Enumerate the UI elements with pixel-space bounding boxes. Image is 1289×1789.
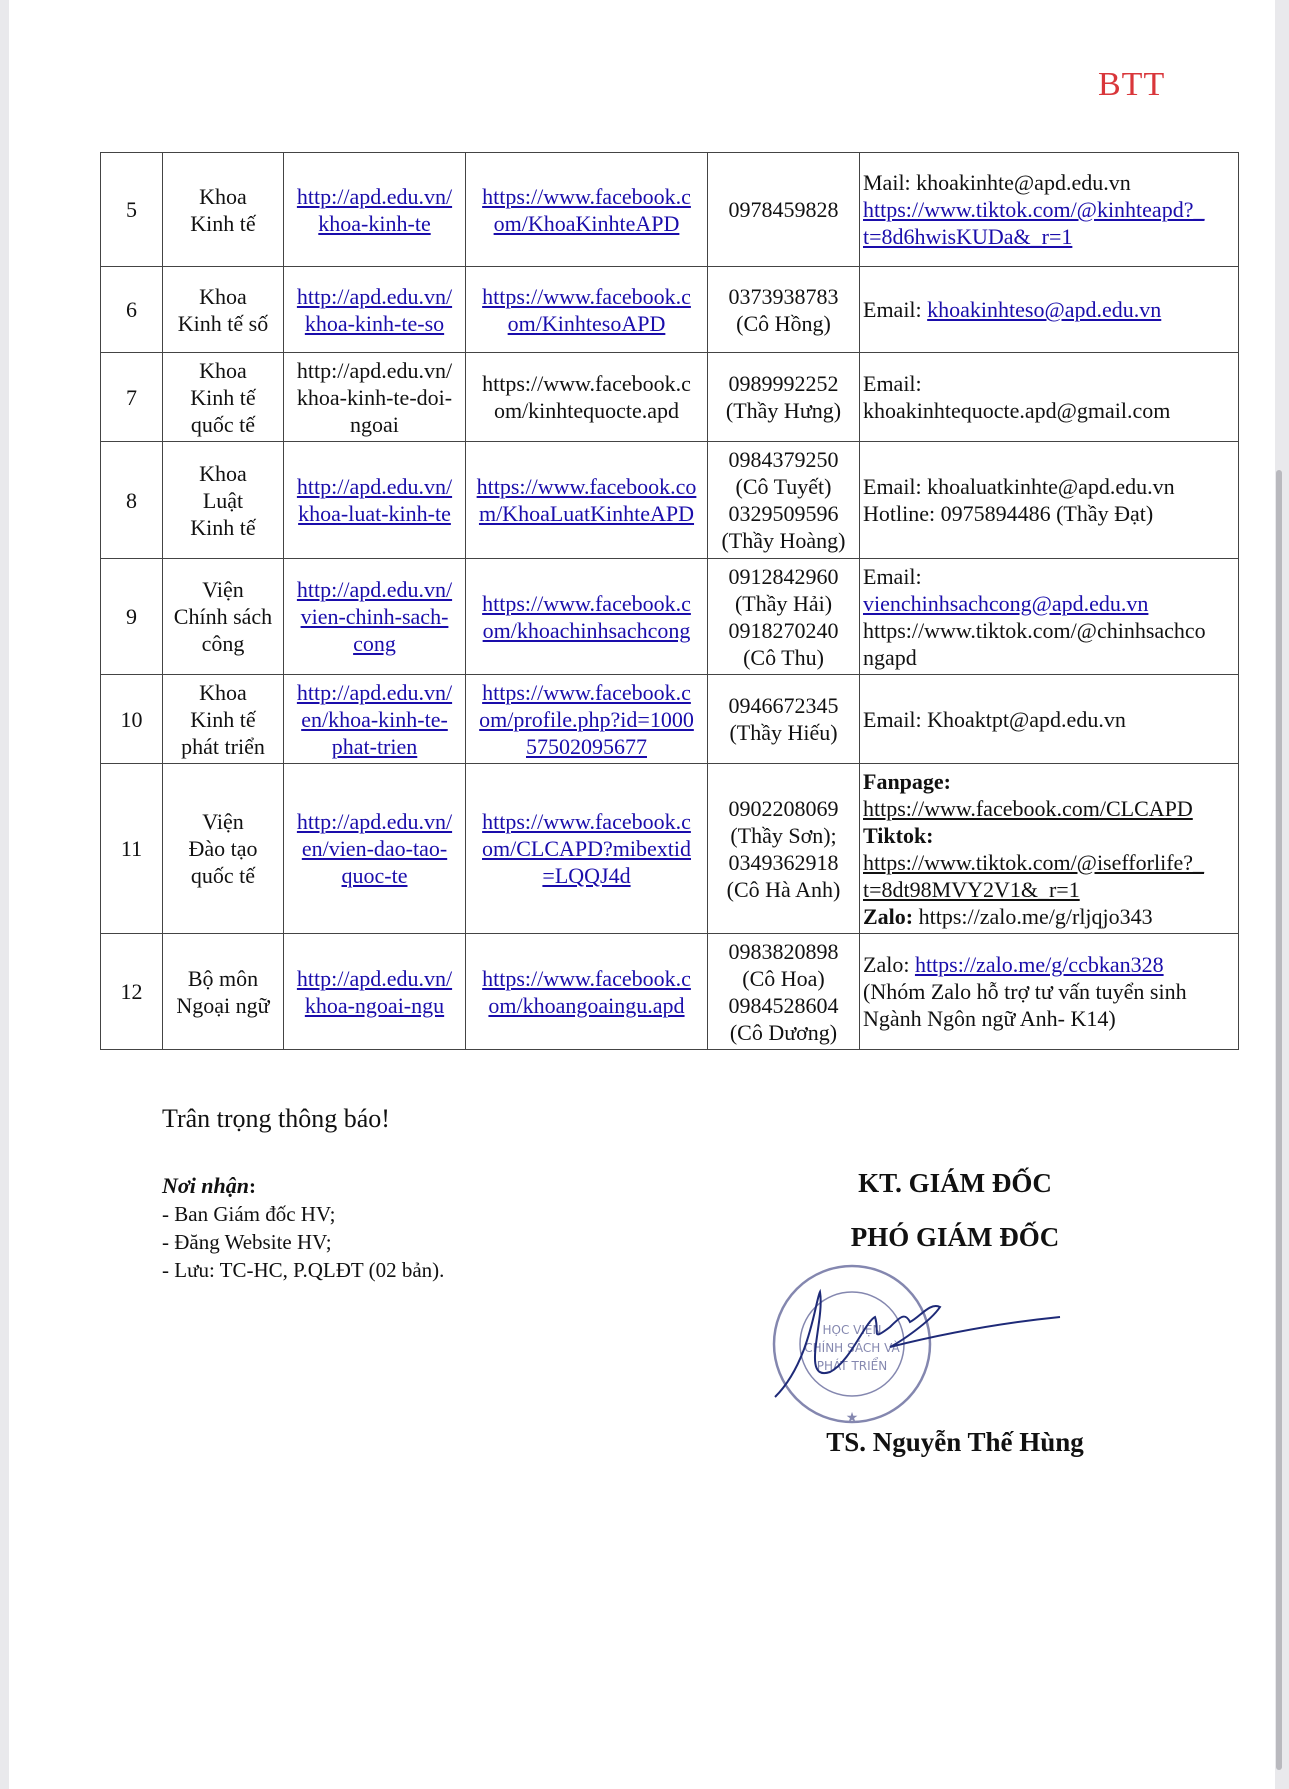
cell-website [284,267,466,353]
cell-unit [163,559,284,675]
cell-website-link[interactable]: khoa-ngoai-ngu [304,992,445,1018]
contact-line [863,223,1235,250]
cell-website [284,764,466,934]
contact-line [863,196,1235,223]
cell-phone [708,675,860,764]
cell-number: 9 [101,559,163,675]
contact-line [863,849,1235,876]
recipients-title: Nơi nhận [162,1173,250,1198]
cell-unit-text: Kinh tế [190,384,256,410]
cell-unit [163,934,284,1050]
cell-phone-text: (Cô Thu) [743,644,824,670]
contact-text: Hotline: 0975894486 (Thầy Đạt) [863,501,1154,526]
svg-text:PHÁT TRIỂN: PHÁT TRIỂN [816,1359,888,1373]
cell-facebook-link[interactable]: https://www.facebook.c [482,965,691,991]
cell-facebook-link[interactable]: https://www.facebook.c [482,809,691,834]
table-row [101,559,1239,675]
cell-phone-text: 0912842960 [728,563,839,589]
contact-line [863,296,1235,323]
cell-number: 6 [101,267,163,353]
contact-line [863,563,1235,590]
cell-phone [708,559,860,675]
table-row [101,153,1239,267]
cell-contact [860,153,1239,267]
cell-unit-text: Chính sách [173,604,273,629]
contact-text: ngapd [863,644,917,670]
cell-website [284,353,466,442]
cell-facebook-link[interactable]: https://www.facebook.c [482,183,691,209]
cell-facebook [466,559,708,675]
contact-line [863,473,1235,500]
cell-website-link[interactable]: vien-chinh-sach- [300,604,449,629]
contact-line [863,978,1235,1005]
contact-line [863,822,1235,849]
recipient-item: - Đăng Website HV; [162,1230,332,1254]
cell-unit [163,267,284,353]
cell-unit-text: Viện [202,577,244,602]
contact-text: Email: khoaluatkinhte@apd.edu.vn [863,474,1175,499]
cell-number: 7 [101,353,163,442]
cell-unit-text: Kinh tế [190,514,256,540]
cell-contact [860,675,1239,764]
contact-text: khoakinhtequocte.apd@gmail.com [863,398,1171,423]
contact-link[interactable]: khoakinhteso@apd.edu.vn [927,297,1162,322]
cell-facebook [466,153,708,267]
cell-unit-text: phát triển [181,733,265,759]
recipient-item: - Ban Giám đốc HV; [162,1202,336,1226]
contact-text: Email: [863,297,928,322]
cell-website-link[interactable]: khoa-kinh-te [318,210,431,236]
cell-phone-text: (Thầy Sơn); [730,822,837,848]
contact-line [863,903,1235,930]
cell-phone [708,934,860,1050]
cell-phone [708,267,860,353]
cell-unit-text: Viện [202,809,244,834]
cell-unit-text: Kinh tế [190,706,256,732]
cell-number: 8 [101,442,163,559]
cell-phone-text: (Cô Dương) [729,1019,838,1045]
recipient-item: - Lưu: TC-HC, P.QLĐT (02 bản). [162,1258,445,1282]
cell-facebook [466,675,708,764]
table-row [101,267,1239,353]
cell-unit-text: quốc tế [190,411,256,437]
cell-phone-text: (Cô Tuyết) [735,474,832,499]
cell-contact [860,353,1239,442]
cell-facebook-link[interactable]: https://www.facebook.c [482,679,691,705]
closing-text: Trân trọng thông báo! [162,1104,390,1133]
cell-phone-text: 0902208069 [728,795,839,821]
cell-unit-text: Khoa [199,460,247,486]
cell-phone-text: 0984528604 [728,992,839,1018]
cell-unit-text: công [201,631,245,656]
cell-unit [163,153,284,267]
cell-website [284,675,466,764]
cell-unit-text: Kinh tế số [177,310,269,336]
cell-unit [163,442,284,559]
cell-website-link[interactable]: en/khoa-kinh-te- [301,706,448,732]
contact-text: (Nhóm Zalo hỗ trợ tư vấn tuyển sinh [863,979,1187,1004]
cell-facebook-link[interactable]: om/khoangoaingu.apd [488,992,685,1018]
cell-phone-text: (Cô Hoa) [742,965,825,991]
cell-contact [860,934,1239,1050]
cell-phone-text: 0983820898 [728,938,839,964]
cell-website [284,153,466,267]
cell-facebook [466,353,708,442]
cell-website-link[interactable]: http://apd.edu.vn/ [296,183,453,209]
cell-phone-text: (Thầy Hiếu) [729,720,838,745]
cell-website-link[interactable]: http://apd.edu.vn/ [296,809,453,834]
cell-website-link[interactable]: en/vien-dao-tao- [301,836,448,861]
cell-contact [860,442,1239,559]
cell-website-link[interactable]: quoc-te [341,863,408,888]
cell-phone [708,153,860,267]
contact-link[interactable]: vienchinhsachcong@apd.edu.vn [863,590,1149,616]
svg-text:HỌC VIỆN: HỌC VIỆN [822,1323,882,1337]
contact-link[interactable]: https://www.tiktok.com/@kinhteapd?_ [863,197,1205,222]
cell-website-text: ngoai [350,411,399,437]
signer-title-2: PHÓ GIÁM ĐỐC [850,1222,1060,1252]
cell-facebook-link[interactable]: om/KhoaKinhteAPD [493,210,680,236]
cell-phone [708,764,860,934]
cell-facebook-link[interactable]: om/profile.php?id=1000 [479,706,694,732]
cell-contact [860,764,1239,934]
official-stamp-signature [770,1262,1070,1432]
contact-line [863,951,1235,978]
contact-text: Zalo: [863,952,915,977]
cell-contact [860,559,1239,675]
cell-website-link[interactable]: http://apd.edu.vn/ [296,577,453,602]
cell-facebook-link[interactable]: m/KhoaLuatKinhteAPD [478,501,695,526]
contact-table [100,152,1239,1050]
cell-phone-text: 0989992252 [728,371,839,396]
contact-line [863,876,1235,903]
cell-number: 12 [101,934,163,1050]
contact-text: Mail: khoakinhte@apd.edu.vn [863,170,1131,195]
cell-website-link[interactable]: phat-trien [331,733,418,759]
cell-unit-text: Khoa [199,283,247,309]
cell-facebook-link[interactable]: =LQQJ4d [542,863,631,888]
cell-facebook-link[interactable]: om/KinhtesoAPD [507,310,666,336]
table-row [101,934,1239,1050]
contact-line [863,617,1235,644]
cell-website [284,442,466,559]
cell-unit [163,353,284,442]
contact-line [863,370,1235,397]
cell-phone-text: (Thầy Hưng) [725,398,842,423]
cell-website-link[interactable]: http://apd.edu.vn/ [296,474,453,499]
cell-facebook [466,442,708,559]
cell-unit-text: Kinh tế [190,210,256,236]
contact-link[interactable]: https://www.tiktok.com/@isefforlife?_ [863,849,1205,875]
cell-phone-text: 0373938783 [728,283,839,309]
cell-phone-text: 0349362918 [728,849,839,875]
contact-line [863,397,1235,424]
table-row [101,353,1239,442]
cell-facebook-link[interactable]: om/khoachinhsachcong [482,617,691,643]
svg-text:CHÍNH SÁCH VÀ: CHÍNH SÁCH VÀ [804,1341,900,1355]
contact-line [863,590,1235,617]
cell-phone-text: (Cô Hồng) [736,310,831,336]
contact-line [863,169,1235,196]
cell-facebook [466,764,708,934]
signer-name: TS. Nguyễn Thế Hùng [826,1427,1084,1457]
contact-line [863,1005,1235,1032]
recipients: Nơi nhận: - Ban Giám đốc HV; - Đăng Website HV; - Lưu: TC-HC, P.QLĐT (02 bản). [162,1173,445,1282]
cell-phone-text: 0946672345 [728,693,839,718]
cell-facebook [466,267,708,353]
contact-line [863,795,1235,822]
cell-unit [163,675,284,764]
cell-unit-text: Luật [202,487,244,513]
table-row [101,675,1239,764]
cell-unit-text: Bộ môn [187,965,259,991]
contact-text: https://zalo.me/g/rljqjo343 [918,903,1153,929]
cell-facebook-text: om/kinhtequocte.apd [493,398,680,423]
cell-phone-text: 0984379250 [728,447,839,472]
contact-line [863,500,1235,527]
cell-phone-text: 0918270240 [728,617,839,643]
cell-unit-text: quốc tế [190,863,256,888]
signer-title-1: KT. GIÁM ĐỐC [858,1168,1052,1198]
contact-label: Fanpage: [863,768,951,794]
cell-facebook-link[interactable]: https://www.facebook.co [476,474,697,499]
cell-facebook-link[interactable]: om/CLCAPD?mibextid [482,836,691,861]
cell-unit-text: Ngoại ngữ [176,992,270,1018]
contact-label: Zalo: [863,903,919,929]
cell-unit-text: Khoa [199,357,247,383]
cell-website-link[interactable]: cong [353,631,396,656]
contact-line [863,706,1235,733]
cell-website [284,934,466,1050]
cell-phone [708,353,860,442]
cell-unit-text: Khoa [199,183,247,209]
contact-label: Tiktok: [863,822,934,848]
cell-number: 11 [101,764,163,934]
cell-website-link[interactable]: http://apd.edu.vn/ [296,965,453,991]
cell-phone-text: (Cô Hà Anh) [726,876,841,902]
cell-website-link[interactable]: khoa-luat-kinh-te [298,501,451,526]
cell-website-link[interactable]: khoa-kinh-te-so [304,310,445,336]
cell-facebook-link[interactable]: 57502095677 [526,733,647,759]
cell-phone [708,442,860,559]
contact-text: Ngành Ngôn ngữ Anh- K14) [863,1006,1116,1031]
contact-text: Email: Khoaktpt@apd.edu.vn [863,706,1126,732]
table-row [101,764,1239,934]
cell-website [284,559,466,675]
cell-facebook-text: https://www.facebook.c [482,371,691,396]
cell-unit-text: Đào tạo [188,836,258,861]
stamp-seal [774,1266,930,1426]
cell-contact [860,267,1239,353]
contact-link[interactable]: t=8dt98MVY2V1&_r=1 [863,876,1080,902]
cell-facebook [466,934,708,1050]
contact-link[interactable]: t=8d6hwisKUDa&_r=1 [863,224,1073,249]
cell-unit-text: Khoa [199,679,247,705]
cell-website-link[interactable]: http://apd.edu.vn/ [296,283,453,309]
cell-facebook-link[interactable]: https://www.facebook.c [482,283,691,309]
cell-facebook-link[interactable]: https://www.facebook.c [482,590,691,616]
contact-link[interactable]: https://www.facebook.com/CLCAPD [863,795,1193,821]
cell-phone-text: (Thầy Hoàng) [721,528,846,553]
contact-text: Email: [863,371,922,396]
contact-line [863,768,1235,795]
contact-link[interactable]: https://zalo.me/g/ccbkan328 [914,952,1164,977]
contact-text: https://www.tiktok.com/@chinhsachco [863,617,1206,643]
cell-phone-text: (Thầy Hải) [734,590,833,616]
scrollbar[interactable] [1276,470,1282,1770]
cell-website-text: http://apd.edu.vn/ [296,357,453,383]
header-mark: BTT [1098,66,1166,103]
cell-number: 10 [101,675,163,764]
svg-text:★: ★ [845,1411,859,1426]
cell-number: 5 [101,153,163,267]
cell-website-link[interactable]: http://apd.edu.vn/ [296,679,453,705]
table-row [101,442,1239,559]
cell-unit [163,764,284,934]
contact-line [863,644,1235,671]
cell-website-text: khoa-kinh-te-doi- [296,384,453,410]
cell-phone-text: 0978459828 [728,197,839,222]
contact-text: Email: [863,563,922,589]
cell-phone-text: 0329509596 [728,501,839,526]
